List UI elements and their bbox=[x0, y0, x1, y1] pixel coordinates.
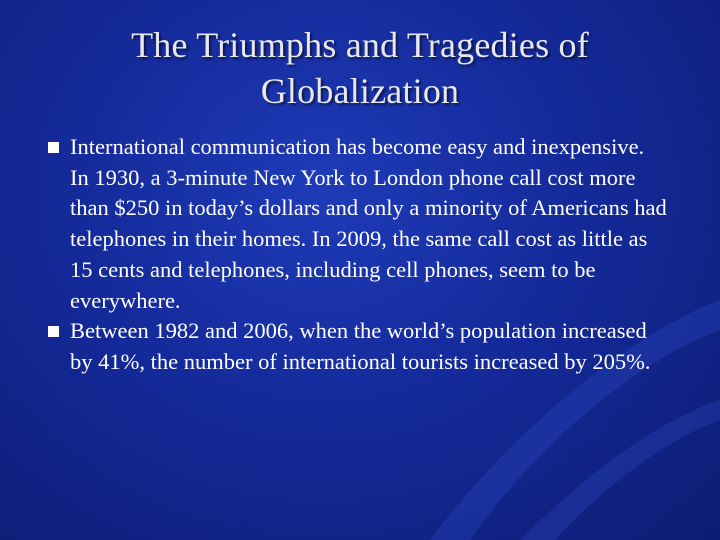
bullet-text: Between 1982 and 2006, when the world’s population increased by 41%, the number of international tourists increased by 205%. bbox=[70, 318, 651, 374]
square-bullet-icon bbox=[48, 142, 59, 153]
bullet-list bbox=[48, 132, 668, 378]
slide-title: The Triumphs and Tragedies of Globalization bbox=[131, 25, 589, 111]
bullet-item bbox=[48, 132, 668, 316]
bullet-item bbox=[48, 316, 668, 377]
bullet-text: International communication has become easy and inexpensive. In 1930, a 3-minute New York to London phone call cost more than $250 in today’s dollars and only a minority of Americans had telephones in their homes. In 2009, the same call cost as little as 15 cents and telephones, including cell phones, seem to be everywhere. bbox=[70, 134, 667, 313]
square-bullet-icon bbox=[48, 326, 59, 337]
